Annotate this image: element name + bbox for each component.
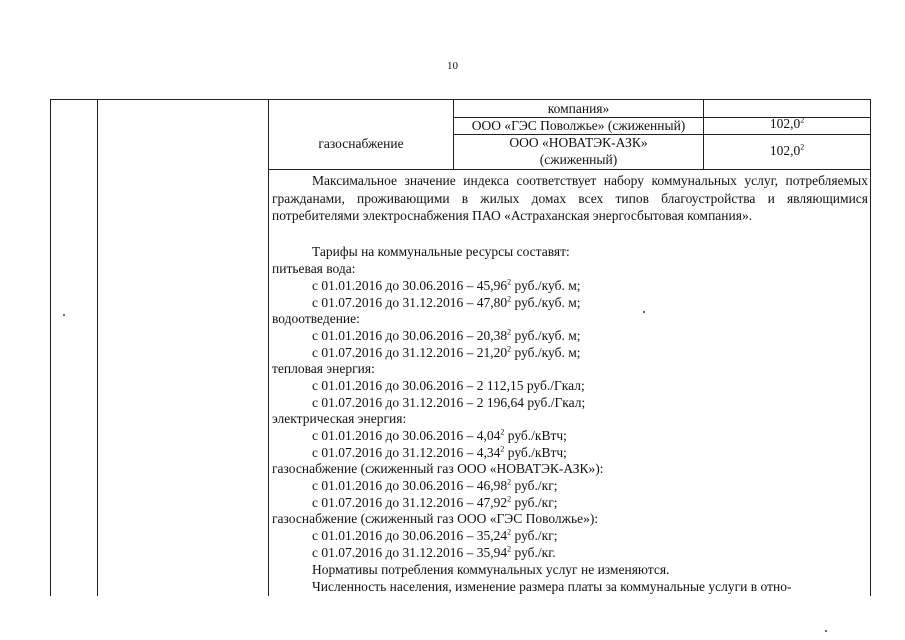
table-cell-company-continuation: компания» [547, 101, 610, 116]
scan-speck [63, 314, 65, 316]
tariff-group-title: тепловая энергия: [272, 361, 375, 376]
tariff-line: с 01.07.2016 до 31.12.2016 – 47,92$^2$ руб./кг; [312, 494, 558, 510]
tariff-line: с 01.07.2016 до 31.12.2016 – 21,20$^2$ руб./куб. м; [312, 344, 581, 360]
tariff-line: с 01.01.2016 до 30.06.2016 – 4,04$^2$ руб./кВтч; [312, 427, 567, 443]
provider-index-value: 102,0$^2$ [769, 142, 805, 158]
tariff-line: с 01.07.2016 до 31.12.2016 – 47,80$^2$ руб./куб. м; [312, 294, 581, 310]
tariffs-intro: Тарифы на коммунальные ресурсы составят: [312, 244, 570, 259]
tariff-group-title: газоснабжение (сжиженный газ ООО «ГЭС Поволжье»): [272, 511, 599, 526]
tariff-group-title: водоотведение: [272, 311, 360, 326]
tariff-group-title: газоснабжение (сжиженный газ ООО «НОВАТЭК-АЗК»): [272, 461, 604, 476]
provider-index-value: 102,0$^2$ [769, 115, 805, 131]
table-cell-service: газоснабжение [318, 136, 404, 151]
tariff-line: с 01.07.2016 до 31.12.2016 – 4,34$^2$ руб./кВтч; [312, 444, 567, 460]
provider-name: ООО «НОВАТЭК-АЗК» [509, 135, 648, 150]
provider-name: ООО «ГЭС Поволжье» (сжиженный) [471, 118, 686, 133]
tariff-line: с 01.01.2016 до 30.06.2016 – 35,24$^2$ руб./кг; [312, 527, 558, 543]
tariff-line: с 01.01.2016 до 30.06.2016 – 2 112,15 руб./Гкал; [312, 378, 585, 393]
page-number: 10 [447, 60, 458, 72]
provider-name-note: (сжиженный) [539, 152, 618, 167]
tariff-group-title: электрическая энергия: [272, 411, 407, 426]
tariff-line: с 01.01.2016 до 30.06.2016 – 46,98$^2$ руб./кг; [312, 477, 558, 493]
tariff-line: с 01.07.2016 до 31.12.2016 – 2 196,64 руб./Гкал; [312, 395, 586, 410]
normatives-text: Нормативы потребления коммунальных услуг не изменяются. [312, 562, 670, 577]
tariff-group-title: питьевая вода: [272, 261, 356, 276]
tariff-line: с 01.07.2016 до 31.12.2016 – 35,94$^2$ руб./кг. [312, 544, 556, 560]
scan-speck [825, 630, 827, 632]
tariff-line: с 01.01.2016 до 30.06.2016 – 20,38$^2$ руб./куб. м; [312, 327, 581, 343]
population-text: Численность населения, изменение размера платы за коммунальные услуги в отно- [312, 579, 792, 594]
scan-speck [643, 311, 645, 313]
index-paragraph: Максимальное значение индекса соответствует набору коммунальных услуг, потребляемых гражданами, проживающими в жилых домах всех типов благоустройства и являющимися потребителями электроснабжения ПАО «Астраханская энергосбытовая компания». [272, 173, 868, 224]
tariff-line: с 01.01.2016 до 30.06.2016 – 45,96$^2$ руб./куб. м; [312, 277, 581, 293]
